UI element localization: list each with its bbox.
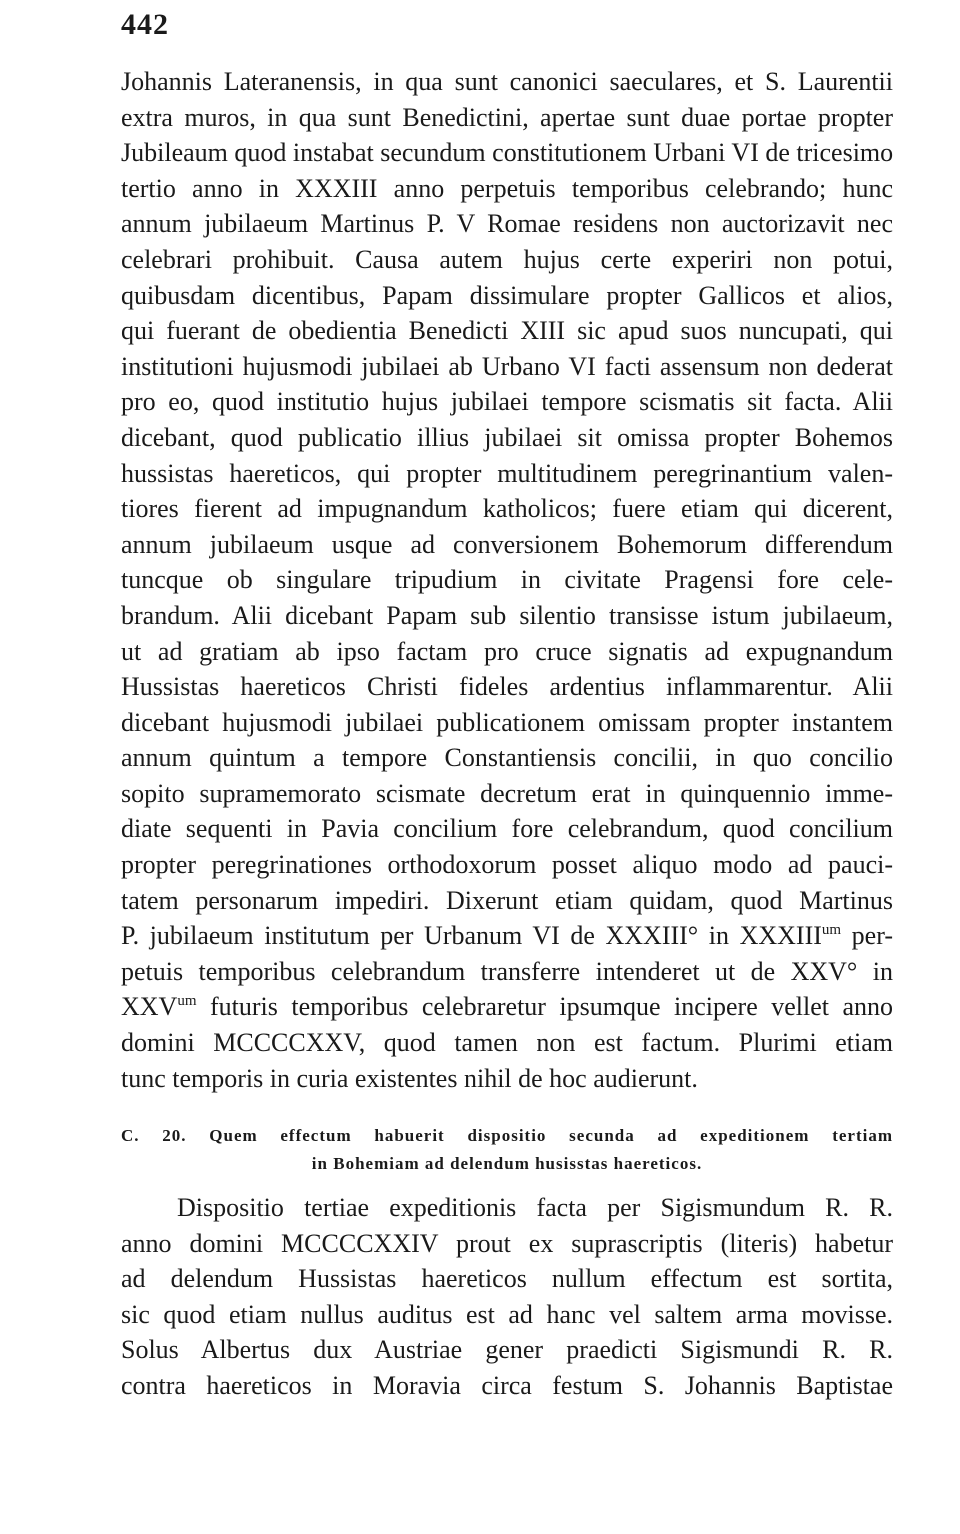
superscript: um — [177, 993, 197, 1010]
text-line: Jubileaum quod instabat secundum constitutionem Urbani VI de tricesimo — [121, 138, 894, 168]
text-line: annum jubilaeum Martinus P. V Romae residens non auctorizavit nec — [121, 209, 893, 239]
text-line: sic quod etiam nullus auditus est ad hanc vel saltem arma movisse. — [121, 1299, 893, 1329]
text-fragment: futuris temporibus celebraretur ipsumque incipere vellet anno — [210, 992, 893, 1022]
text-line: dicebant hujusmodi jubilaei publicationem omissam propter instantem — [121, 707, 893, 737]
second-paragraph — [121, 1190, 893, 1404]
text-line: tunc temporis in curia existentes nihil de hoc audierunt. — [121, 1063, 698, 1093]
superscript: um — [821, 922, 842, 939]
text-line: tertio anno in XXXIII anno perpetuis temporibus celebrando; hunc — [121, 173, 893, 203]
text-line: qui fuerant de obedientia Benedicti XIII sic apud suos nuncupati, qui — [121, 316, 893, 346]
chapter-heading-line: in Bohemiam ad delendum husisstas haereticos. — [311, 1154, 703, 1173]
chapter-heading — [121, 1122, 893, 1178]
text-line: propter peregrinationes orthodoxorum posset aliquo modo ad pauci- — [121, 850, 893, 880]
text-line: pro eo, quod institutio hujus jubilaei tempore scismatis sit facta. Alii — [121, 387, 893, 417]
text-line: Johannis Lateranensis, in qua sunt canonici saeculares, et S. Laurentii — [121, 67, 893, 96]
text-fragment: in — [872, 956, 893, 986]
text-line: extra muros, in qua sunt Benedictini, apertae sunt duae portae propter — [121, 102, 893, 132]
text-line: Hussistas haereticos Christi fideles ardentius inflammarentur. Alii — [121, 672, 893, 702]
text-line: celebrari prohibuit. Causa autem hujus certe experiri non potui, — [121, 244, 893, 274]
text-line: tuncque ob singulare tripudium in civitate Pragensi fore cele- — [121, 565, 893, 595]
text-fragment: per- — [851, 921, 893, 951]
text-fragment: P. jubilaeum institutum per Urbanum VI de XXXIII° in XXXIII — [121, 921, 822, 951]
text-line — [121, 989, 893, 1025]
text-line: Dispositio tertiae expeditionis facta per Sigismundum R. R. — [177, 1193, 893, 1222]
text-line: ut ad gratiam ab ipso factam pro cruce signatis ad expugnandum — [121, 636, 893, 666]
text-line: Solus Albertus dux Austriae gener praedicti Sigismundi R. R. — [121, 1335, 893, 1365]
main-paragraph — [121, 64, 893, 1096]
page-number: 442 — [121, 8, 169, 41]
text-line: domini MCCCCXXV, quod tamen non est factum. Plurimi etiam — [121, 1028, 893, 1058]
text-line — [121, 918, 893, 954]
text-line: diate sequenti in Pavia concilium fore celebrandum, quod concilium — [121, 814, 893, 844]
text-fragment: XXV — [121, 992, 178, 1022]
text-line: tiores fierent ad impugnandum katholicos; fuere etiam qui dicerent, — [121, 494, 893, 524]
text-line: brandum. Alii dicebant Papam sub silentio transisse istum jubilaeum, — [121, 600, 893, 630]
text-fragment: petuis temporibus celebrandum transferre intenderet ut de XXV° — [121, 956, 858, 986]
text-line: dicebant, quod publicatio illius jubilaei sit omissa propter Bohemos — [121, 422, 893, 452]
text-line: annum jubilaeum usque ad conversionem Bohemorum differendum — [121, 529, 893, 559]
text-line: ad delendum Hussistas haereticos nullum effectum est sortita, — [121, 1264, 893, 1294]
text-line: quibusdam dicentibus, Papam dissimulare propter Gallicos et alios, — [121, 280, 893, 310]
text-line: contra haereticos in Moravia circa festum S. Johannis Baptistae — [121, 1370, 893, 1400]
text-line: hussistas haereticos, qui propter multitudinem peregrinantium valen- — [121, 458, 893, 488]
text-line — [121, 954, 893, 990]
text-line: anno domini MCCCCXXIV prout ex suprascriptis (literis) habetur — [121, 1228, 893, 1258]
text-line: sopito supramemorato scismate decretum erat in quinquennio imme- — [121, 778, 893, 808]
text-line: tatem personarum impediri. Dixerunt etiam quidam, quod Martinus — [121, 885, 893, 915]
chapter-heading-line: C. 20. Quem effectum habuerit dispositio secunda ad expeditionem tertiam — [121, 1126, 893, 1145]
text-line: institutioni hujusmodi jubilaei ab Urbano VI facti assensum non dederat — [121, 351, 893, 381]
text-line: annum quintum a tempore Constantiensis concilii, in quo concilio — [121, 743, 893, 773]
